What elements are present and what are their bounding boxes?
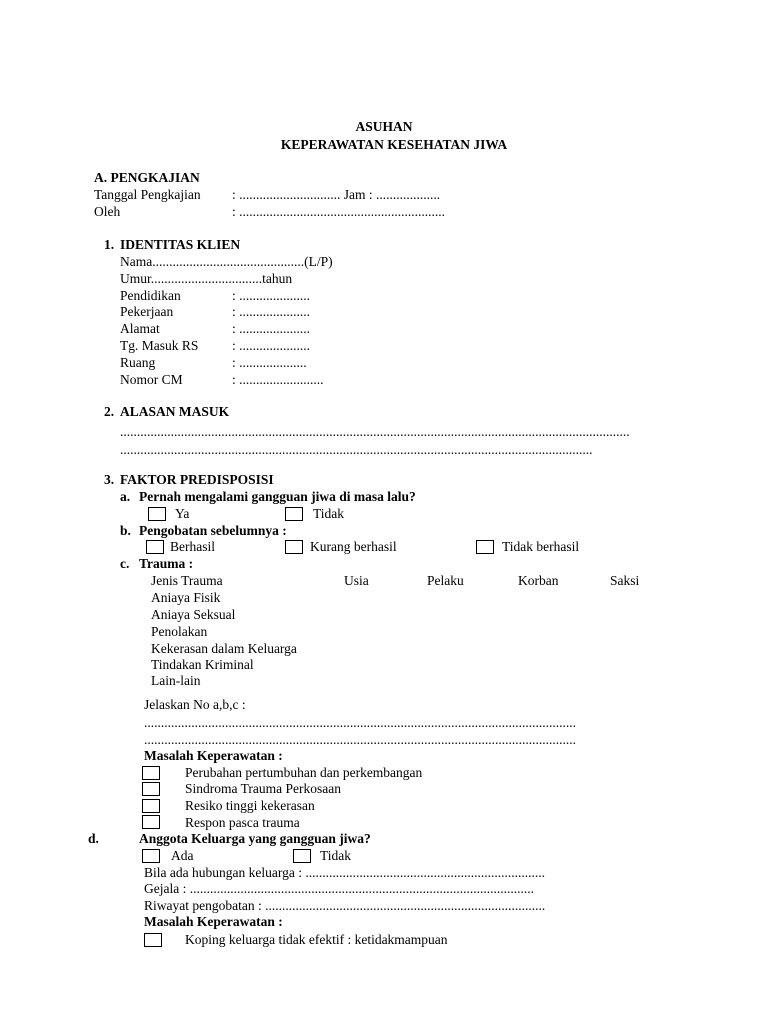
question-a-label: a. <box>120 489 131 504</box>
pendidikan-value[interactable]: : ..................... <box>232 288 311 303</box>
tanggal-label: Tanggal Pengkajian <box>94 187 201 202</box>
option-ada: Ada <box>171 848 194 863</box>
masalah-item: Resiko tinggi kekerasan <box>185 798 315 813</box>
nomor-cm-value[interactable]: : ......................... <box>232 372 324 387</box>
checkbox-tidak[interactable] <box>285 507 303 521</box>
question-c-label: c. <box>120 556 130 571</box>
trauma-col-pelaku: Pelaku <box>427 573 464 588</box>
jelaskan-line-1[interactable]: ................................................................................................................................ <box>144 715 576 730</box>
option-kurang-berhasil: Kurang berhasil <box>310 539 397 554</box>
checkbox-ya[interactable] <box>148 507 166 521</box>
option-ya: Ya <box>175 506 190 521</box>
checkbox-masalah[interactable] <box>142 815 160 829</box>
title-line-1: ASUHAN <box>355 119 413 134</box>
trauma-col-jenis: Jenis Trauma <box>151 573 223 588</box>
trauma-col-usia: Usia <box>344 573 369 588</box>
question-d-label: d. <box>88 831 99 846</box>
checkbox-berhasil[interactable] <box>146 540 164 554</box>
checkbox-kurang-berhasil[interactable] <box>285 540 303 554</box>
checkbox-tidak-d[interactable] <box>293 849 311 863</box>
alasan-line-2[interactable]: ............................................................................................................................................ <box>120 442 593 457</box>
hubungan-field[interactable]: Bila ada hubungan keluarga : ....................................................................... <box>144 865 545 880</box>
ruang-label: Ruang <box>120 355 156 370</box>
jelaskan-label: Jelaskan No a,b,c : <box>144 697 246 712</box>
riwayat-field[interactable]: Riwayat pengobatan : ................................................................................... <box>144 898 546 913</box>
trauma-row: Kekerasan dalam Keluarga <box>151 641 297 656</box>
checkbox-masalah[interactable] <box>142 782 160 796</box>
identitas-heading: IDENTITAS KLIEN <box>120 237 241 252</box>
faktor-heading: FAKTOR PREDISPOSISI <box>120 472 274 487</box>
title-line-2: KEPERAWATAN KESEHATAN JIWA <box>280 137 508 152</box>
trauma-row: Penolakan <box>151 624 208 639</box>
ruang-value[interactable]: : .................... <box>232 355 307 370</box>
pekerjaan-label: Pekerjaan <box>120 304 174 319</box>
checkbox-ada[interactable] <box>142 849 160 863</box>
masalah-d-heading: Masalah Keperawatan : <box>144 914 283 929</box>
alamat-value[interactable]: : ..................... <box>232 321 311 336</box>
option-tidak-d: Tidak <box>320 848 352 863</box>
alasan-line-1[interactable]: ....................................................................................................................................................... <box>120 424 630 439</box>
oleh-value[interactable]: : ............................................................. <box>232 204 446 219</box>
identitas-number: 1. <box>104 237 115 252</box>
option-tidak: Tidak <box>313 506 345 521</box>
masalah-item: Respon pasca trauma <box>185 815 300 830</box>
checkbox-masalah[interactable] <box>142 799 160 813</box>
oleh-label: Oleh <box>94 204 121 219</box>
alasan-number: 2. <box>104 404 115 419</box>
masalah-item: Perubahan pertumbuhan dan perkembangan <box>185 765 423 780</box>
pendidikan-label: Pendidikan <box>120 288 181 303</box>
question-a-text: Pernah mengalami gangguan jiwa di masa lalu? <box>139 489 416 504</box>
tgl-masuk-label: Tg. Masuk RS <box>120 338 199 353</box>
trauma-row: Lain-lain <box>151 673 201 688</box>
alasan-heading: ALASAN MASUK <box>120 404 230 419</box>
nama-field[interactable]: Nama.............................................(L/P) <box>120 254 333 269</box>
checkbox-koping[interactable] <box>144 933 162 947</box>
trauma-row: Tindakan Kriminal <box>151 657 254 672</box>
pekerjaan-value[interactable]: : ..................... <box>232 304 311 319</box>
option-berhasil: Berhasil <box>170 539 215 554</box>
alamat-label: Alamat <box>120 321 160 336</box>
tgl-masuk-value[interactable]: : ..................... <box>232 338 311 353</box>
nomor-cm-label: Nomor CM <box>120 372 183 387</box>
umur-field[interactable]: Umur.................................tahun <box>120 271 293 286</box>
question-d-text: Anggota Keluarga yang gangguan jiwa? <box>139 831 371 846</box>
trauma-row: Aniaya Fisik <box>151 590 221 605</box>
question-b-label: b. <box>120 523 131 538</box>
checkbox-masalah[interactable] <box>142 766 160 780</box>
section-a-heading: A. PENGKAJIAN <box>94 170 200 185</box>
trauma-col-saksi: Saksi <box>610 573 640 588</box>
tanggal-value[interactable]: : .............................. Jam : ................... <box>232 187 441 202</box>
masalah-heading: Masalah Keperawatan : <box>144 748 283 763</box>
faktor-number: 3. <box>104 472 115 487</box>
gejala-field[interactable]: Gejala : ...................................................................................................... <box>144 881 534 896</box>
trauma-col-korban: Korban <box>518 573 559 588</box>
jelaskan-line-2[interactable]: ................................................................................................................................ <box>144 732 576 747</box>
masalah-d-item: Koping keluarga tidak efektif : ketidakmampuan <box>185 932 448 947</box>
question-b-text: Pengobatan sebelumnya : <box>139 523 287 538</box>
option-tidak-berhasil: Tidak berhasil <box>502 539 580 554</box>
masalah-item: Sindroma Trauma Perkosaan <box>185 781 341 796</box>
trauma-heading: Trauma : <box>139 556 194 571</box>
trauma-row: Aniaya Seksual <box>151 607 236 622</box>
checkbox-tidak-berhasil[interactable] <box>476 540 494 554</box>
